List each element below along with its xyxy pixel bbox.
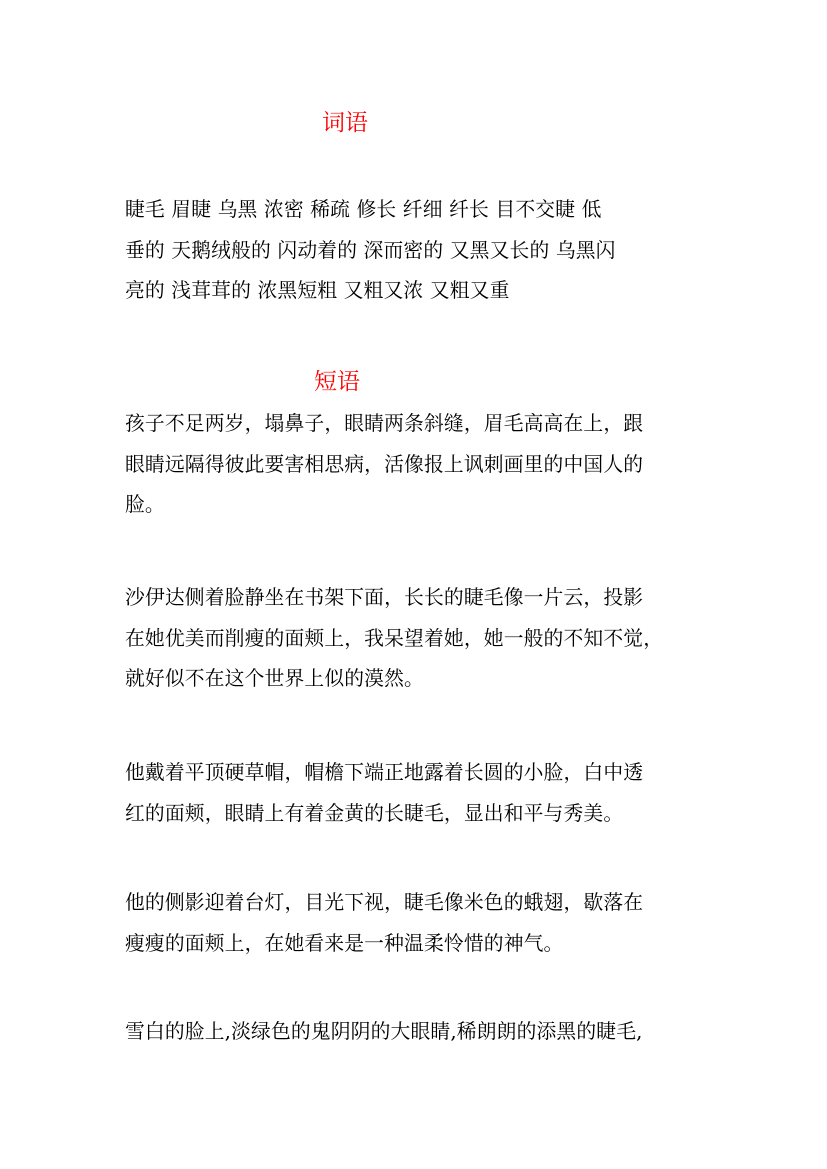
words-line: 垂的 天鹅绒般的 闪动着的 深而密的 又黑又长的 乌黑闪: [125, 238, 616, 262]
paragraph-line: 瘦瘦的面颊上，在她看来是一种温柔怜惜的神气。: [125, 931, 564, 955]
paragraph-line: 他戴着平顶硬草帽，帽檐下端正地露着长圆的小脸，白中透: [125, 761, 644, 784]
phrase-paragraph-2: [125, 578, 715, 700]
paragraph-line: 孩子不足两岁，塌鼻子，眼睛两条斜缝，眉毛高高在上，跟: [125, 412, 644, 435]
phrase-paragraph-5: [125, 1012, 715, 1053]
paragraph-line: 雪白的脸上,淡绿色的鬼阴阴的大眼睛,稀朗朗的添黑的睫毛,: [125, 1020, 643, 1043]
paragraph-line: 就好似不在这个世界上似的漠然。: [125, 667, 424, 690]
phrase-paragraph-3: [125, 753, 715, 834]
words-line: 亮的 浅茸茸的 浓黑短粗 又粗又浓 又粗又重: [125, 279, 510, 302]
words-list: [125, 190, 715, 312]
paragraph-line: 眼睛远隔得彼此要害相思病，活像报上讽刺画里的中国人的: [125, 452, 644, 476]
heading-phrases: 短语: [314, 369, 360, 395]
phrase-paragraph-4: [125, 883, 715, 964]
paragraph-line: 脸。: [125, 493, 165, 516]
words-line: 睫毛 眉睫 乌黑 浓密 稀疏 修长 纤细 纤长 目不交睫 低: [125, 198, 602, 221]
paragraph-line: 红的面颊，眼睛上有着金黄的长睫毛，显出和平与秀美。: [125, 801, 624, 825]
heading-words: 词语: [322, 110, 368, 136]
paragraph-line: 沙伊达侧着脸静坐在书架下面，长长的睫毛像一片云，投影: [125, 586, 644, 609]
paragraph-line: 在她优美而削瘦的面颊上，我呆望着她，她一般的不知不觉，: [125, 626, 664, 650]
paragraph-line: 他的侧影迎着台灯，目光下视，睫毛像米色的蛾翅，歇落在: [125, 891, 644, 914]
phrase-paragraph-1: [125, 404, 715, 526]
